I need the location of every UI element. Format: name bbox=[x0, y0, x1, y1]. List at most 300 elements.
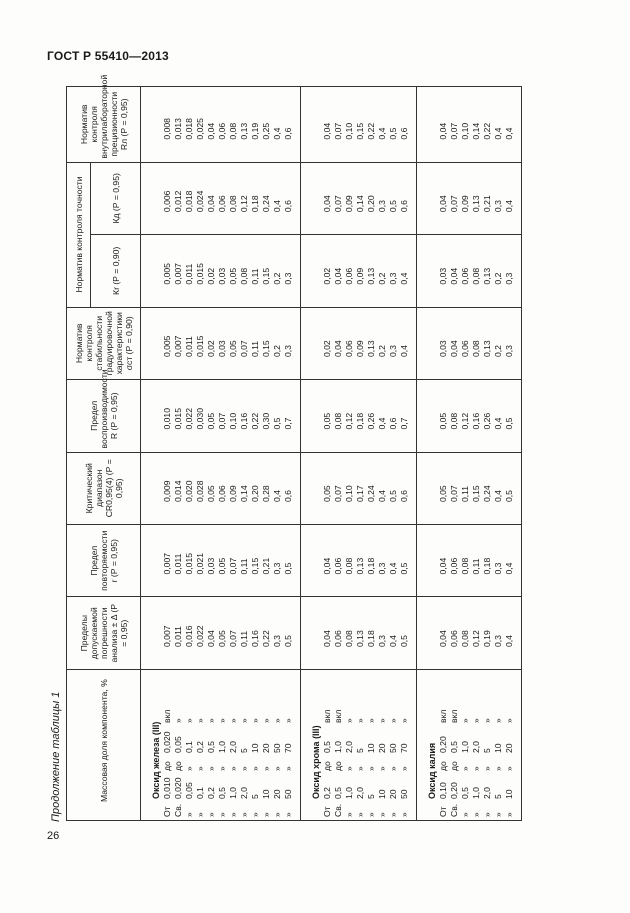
value: 0,22 bbox=[366, 122, 376, 140]
value: 0,3 bbox=[493, 562, 503, 575]
value: 0,07 bbox=[217, 412, 227, 430]
value: 0,04 bbox=[438, 557, 448, 575]
mass-range-line bbox=[239, 673, 250, 817]
header-stability: Норматив контроля стабильности градуировочной характеристики σст (Р = 0,90) bbox=[67, 307, 141, 379]
kd-cell bbox=[141, 162, 301, 235]
value: 0,08 bbox=[228, 195, 238, 213]
mass-range-line bbox=[493, 673, 504, 817]
range-part: 0,020 bbox=[162, 731, 172, 753]
repeat-cell bbox=[301, 525, 417, 597]
range-part: 0,5 bbox=[449, 741, 459, 753]
range-part: 0,5 bbox=[333, 787, 343, 799]
value: 0,13 bbox=[355, 557, 365, 575]
mass-fraction-cell bbox=[301, 669, 417, 820]
range-part: » bbox=[272, 812, 282, 817]
table-row bbox=[141, 87, 301, 821]
value: 0,020 bbox=[184, 480, 194, 503]
range-part: 20 bbox=[377, 743, 387, 753]
value: 0,2 bbox=[493, 272, 503, 285]
value: 0,06 bbox=[333, 557, 343, 575]
range-part: » bbox=[504, 812, 514, 817]
value: 0,09 bbox=[228, 485, 238, 503]
value: 0,30 bbox=[261, 412, 271, 430]
range-part: до bbox=[438, 761, 448, 771]
range-part: » bbox=[377, 718, 387, 723]
range-part: » bbox=[355, 812, 365, 817]
range-part: » bbox=[493, 812, 503, 817]
value: 0,04 bbox=[449, 340, 459, 358]
mass-range-line bbox=[460, 673, 471, 817]
value: 0,5 bbox=[504, 490, 514, 503]
value: 0,04 bbox=[449, 267, 459, 285]
value: 0,10 bbox=[228, 412, 238, 430]
value: 0,13 bbox=[366, 340, 376, 358]
value: 0,15 bbox=[250, 557, 260, 575]
repeat-cell bbox=[141, 525, 301, 597]
range-part: 2,0 bbox=[239, 787, 249, 799]
range-part: 0,5 bbox=[322, 741, 332, 753]
mass-range-line bbox=[184, 673, 195, 817]
value: 0,010 bbox=[162, 408, 172, 430]
mass-range-line bbox=[272, 673, 283, 817]
value: 0,005 bbox=[162, 263, 172, 285]
value: 0,06 bbox=[217, 122, 227, 140]
value: 0,10 bbox=[344, 485, 354, 503]
range-part: 50 bbox=[283, 789, 293, 799]
value: 0,022 bbox=[195, 625, 205, 647]
value: 0,05 bbox=[217, 557, 227, 575]
value: 0,02 bbox=[206, 340, 216, 358]
range-part: до bbox=[173, 761, 183, 771]
value: 0,7 bbox=[399, 417, 409, 430]
range-part: » bbox=[173, 718, 183, 723]
range-part: 0,1 bbox=[195, 787, 205, 799]
value: 0,6 bbox=[283, 127, 293, 140]
value: 0,05 bbox=[217, 630, 227, 647]
value: 0,3 bbox=[377, 562, 387, 575]
range-part: 10 bbox=[366, 743, 376, 753]
range-part: 2,0 bbox=[228, 741, 238, 753]
range-part: » bbox=[482, 718, 492, 723]
range-part: 2,0 bbox=[344, 741, 354, 753]
value: 0,25 bbox=[261, 122, 271, 140]
value: 0,02 bbox=[322, 267, 332, 285]
value: 0,26 bbox=[366, 412, 376, 430]
value: 0,2 bbox=[493, 345, 503, 358]
range-part: » bbox=[471, 812, 481, 817]
value: 0,13 bbox=[482, 267, 492, 285]
value: 0,14 bbox=[355, 195, 365, 213]
value: 0,08 bbox=[228, 122, 238, 140]
table-continuation-label: Продолжение таблицы 1 bbox=[50, 691, 62, 822]
mass-range-line bbox=[228, 673, 239, 817]
range-part: 70 bbox=[399, 743, 409, 753]
range-part: » bbox=[460, 766, 470, 771]
value: 0,6 bbox=[283, 490, 293, 503]
value: 0,04 bbox=[438, 195, 448, 213]
range-part: 70 bbox=[283, 743, 293, 753]
range-part: » bbox=[388, 812, 398, 817]
value: 0,26 bbox=[482, 412, 492, 430]
value: 0,3 bbox=[493, 200, 503, 213]
header-intralab: Норматив контроля внутрилабораторной прецизионности Rл (Р = 0,95) bbox=[67, 87, 141, 163]
range-part: » bbox=[366, 766, 376, 771]
range-part: вкл bbox=[322, 709, 332, 723]
header-repeatability: Предел повторяемости r (Р = 0,95) bbox=[67, 525, 141, 597]
stability-cell bbox=[417, 307, 522, 379]
range-part: » bbox=[493, 766, 503, 771]
value: 0,4 bbox=[272, 127, 282, 140]
range-part: » bbox=[471, 766, 481, 771]
value: 0,06 bbox=[460, 340, 470, 358]
range-part: 0,05 bbox=[173, 736, 183, 753]
range-part: 0,020 bbox=[173, 777, 183, 799]
range-part: » bbox=[184, 718, 194, 723]
value: 0,4 bbox=[504, 562, 514, 575]
value: 0,009 bbox=[162, 480, 172, 503]
range-part: 20 bbox=[504, 743, 514, 753]
mass-range-line bbox=[377, 673, 388, 817]
value: 0,22 bbox=[250, 412, 260, 430]
range-part: 1,0 bbox=[228, 787, 238, 799]
range-part: 0,2 bbox=[206, 787, 216, 799]
value: 0,24 bbox=[366, 485, 376, 503]
value: 0,3 bbox=[504, 345, 514, 358]
range-part: От bbox=[438, 806, 448, 817]
value: 0,03 bbox=[438, 340, 448, 358]
range-part: » bbox=[217, 766, 227, 771]
range-part: » bbox=[482, 812, 492, 817]
header-precision: Пределы допускаемой погрешности анализа ± Δ (Р = 0,95) bbox=[67, 597, 141, 669]
range-part: до bbox=[333, 761, 343, 771]
range-part: 0,5 bbox=[206, 741, 216, 753]
value: 0,030 bbox=[195, 408, 205, 430]
value: 0,4 bbox=[388, 562, 398, 575]
range-part: 20 bbox=[272, 789, 282, 799]
value: 0,008 bbox=[162, 118, 172, 140]
range-part: » bbox=[184, 766, 194, 771]
header-critical-range: Критический диапазон CR0,95(4) (Р = 0,95) bbox=[67, 452, 141, 524]
value: 0,006 bbox=[162, 190, 172, 213]
stability-cell bbox=[141, 307, 301, 379]
range-part: » bbox=[366, 718, 376, 723]
range-part: 0,2 bbox=[195, 741, 205, 753]
value: 0,011 bbox=[184, 336, 194, 358]
range-part: 20 bbox=[261, 743, 271, 753]
group-name: Оксид железа (III) bbox=[151, 721, 161, 799]
value: 0,11 bbox=[471, 558, 481, 575]
value: 0,12 bbox=[239, 195, 249, 213]
value: 0,05 bbox=[206, 485, 216, 503]
value: 0,05 bbox=[206, 412, 216, 430]
value: 0,03 bbox=[217, 267, 227, 285]
value: 0,12 bbox=[460, 412, 470, 430]
value: 0,07 bbox=[449, 485, 459, 503]
range-part: » bbox=[250, 718, 260, 723]
mass-fraction-cell bbox=[141, 669, 301, 820]
value: 0,09 bbox=[460, 195, 470, 213]
range-part: до bbox=[449, 761, 459, 771]
value: 0,04 bbox=[438, 122, 448, 140]
value: 0,6 bbox=[399, 127, 409, 140]
value: 0,4 bbox=[504, 635, 514, 647]
value: 0,15 bbox=[471, 485, 481, 503]
range-part: » bbox=[272, 718, 282, 723]
range-part: » bbox=[377, 812, 387, 817]
rotated-table-wrapper bbox=[66, 74, 583, 821]
intralab-cell bbox=[141, 87, 301, 163]
value: 0,24 bbox=[482, 485, 492, 503]
value: 0,14 bbox=[239, 485, 249, 503]
value: 0,4 bbox=[399, 345, 409, 358]
range-part: » bbox=[261, 718, 271, 723]
range-part: 0,20 bbox=[449, 782, 459, 799]
value: 0,04 bbox=[206, 195, 216, 213]
header-accuracy-group: Норматив контроля точности bbox=[67, 162, 91, 307]
value: 0,04 bbox=[206, 630, 216, 647]
mass-range-line bbox=[261, 673, 272, 817]
document-title: ГОСТ Р 55410—2013 bbox=[47, 49, 169, 63]
value: 0,011 bbox=[184, 263, 194, 285]
value: 0,5 bbox=[283, 562, 293, 575]
header-kd: Кд (Р = 0,95) bbox=[91, 162, 141, 235]
range-part: Св. bbox=[333, 803, 343, 817]
mass-range-line bbox=[195, 673, 206, 817]
range-part: » bbox=[228, 766, 238, 771]
mass-range-line bbox=[504, 673, 515, 817]
range-part: » bbox=[272, 766, 282, 771]
value: 0,04 bbox=[322, 630, 332, 647]
value: 0,04 bbox=[322, 122, 332, 140]
range-part: » bbox=[217, 812, 227, 817]
range-part: » bbox=[239, 718, 249, 723]
range-part: вкл bbox=[333, 709, 343, 723]
range-part: 2,0 bbox=[482, 787, 492, 799]
value: 0,17 bbox=[355, 485, 365, 503]
range-part: Св. bbox=[173, 803, 183, 817]
value: 0,08 bbox=[333, 412, 343, 430]
value: 0,20 bbox=[366, 195, 376, 213]
value: 0,28 bbox=[261, 485, 271, 503]
value: 0,011 bbox=[173, 553, 183, 575]
group-name: Оксид калия bbox=[427, 742, 437, 799]
value: 0,5 bbox=[283, 635, 293, 647]
range-part: От bbox=[322, 806, 332, 817]
value: 0,05 bbox=[438, 412, 448, 430]
value: 0,21 bbox=[261, 557, 271, 575]
range-part: » bbox=[399, 766, 409, 771]
value: 0,10 bbox=[344, 122, 354, 140]
header-mass-fraction: Массовая доля компонента, % bbox=[67, 669, 141, 820]
range-part: » bbox=[283, 812, 293, 817]
value: 0,04 bbox=[333, 267, 343, 285]
table-row bbox=[417, 87, 522, 821]
value: 0,04 bbox=[322, 557, 332, 575]
value: 0,4 bbox=[493, 490, 503, 503]
range-part: » bbox=[228, 718, 238, 723]
value: 0,13 bbox=[239, 122, 249, 140]
range-part: » bbox=[228, 812, 238, 817]
kr-cell bbox=[141, 235, 301, 307]
value: 0,05 bbox=[322, 412, 332, 430]
range-part: » bbox=[261, 766, 271, 771]
value: 0,3 bbox=[283, 272, 293, 285]
range-part: 10 bbox=[261, 789, 271, 799]
value: 0,07 bbox=[449, 122, 459, 140]
value: 0,5 bbox=[399, 635, 409, 647]
range-part: 1,0 bbox=[471, 787, 481, 799]
range-part: » bbox=[195, 718, 205, 723]
value: 0,028 bbox=[195, 480, 205, 503]
data-table bbox=[66, 74, 522, 821]
mass-range-line bbox=[206, 673, 217, 817]
value: 0,005 bbox=[162, 335, 172, 358]
value: 0,6 bbox=[283, 200, 293, 213]
value: 0,06 bbox=[449, 557, 459, 575]
value: 0,4 bbox=[377, 490, 387, 503]
precision-cell bbox=[141, 597, 301, 669]
value: 0,03 bbox=[438, 267, 448, 285]
mass-range-line bbox=[250, 673, 261, 817]
mass-range-line bbox=[482, 673, 493, 817]
value: 0,3 bbox=[272, 635, 282, 647]
range-part: 0,20 bbox=[438, 736, 448, 753]
range-part: » bbox=[388, 766, 398, 771]
value: 0,09 bbox=[344, 195, 354, 213]
range-part: 10 bbox=[250, 743, 260, 753]
reproduce-cell bbox=[301, 380, 417, 452]
range-part: 2,0 bbox=[471, 741, 481, 753]
value: 0,08 bbox=[471, 267, 481, 285]
range-part: 5 bbox=[366, 794, 376, 799]
value: 0,15 bbox=[261, 267, 271, 285]
range-part: 5 bbox=[493, 794, 503, 799]
value: 0,4 bbox=[493, 127, 503, 140]
value: 0,13 bbox=[366, 267, 376, 285]
range-part: 50 bbox=[272, 743, 282, 753]
value: 0,011 bbox=[173, 626, 183, 647]
value: 0,06 bbox=[344, 340, 354, 358]
value: 0,04 bbox=[206, 122, 216, 140]
range-part: 0,2 bbox=[322, 787, 332, 799]
range-part: От bbox=[162, 806, 172, 817]
value: 0,4 bbox=[388, 635, 398, 647]
mass-range-line bbox=[217, 673, 228, 817]
value: 0,025 bbox=[195, 118, 205, 140]
value: 0,09 bbox=[355, 340, 365, 358]
value: 0,014 bbox=[173, 480, 183, 503]
range-part: вкл bbox=[438, 709, 448, 723]
mass-range-line bbox=[449, 673, 460, 817]
value: 0,06 bbox=[333, 630, 343, 647]
value: 0,3 bbox=[272, 562, 282, 575]
value: 0,15 bbox=[355, 122, 365, 140]
value: 0,07 bbox=[449, 195, 459, 213]
mass-range-line bbox=[355, 673, 366, 817]
mass-range-line bbox=[438, 673, 449, 817]
value: 0,11 bbox=[239, 558, 249, 575]
value: 0,7 bbox=[283, 417, 293, 430]
value: 0,06 bbox=[344, 267, 354, 285]
range-part: 0,5 bbox=[460, 787, 470, 799]
value: 0,015 bbox=[195, 335, 205, 358]
kd-cell bbox=[301, 162, 417, 235]
range-part: » bbox=[504, 766, 514, 771]
value: 0,4 bbox=[504, 127, 514, 140]
kd-cell bbox=[417, 162, 522, 235]
value: 0,18 bbox=[250, 195, 260, 213]
mass-range-line bbox=[333, 673, 344, 817]
value: 0,09 bbox=[355, 267, 365, 285]
value: 0,013 bbox=[173, 118, 183, 140]
value: 0,06 bbox=[460, 267, 470, 285]
value: 0,3 bbox=[283, 345, 293, 358]
value: 0,24 bbox=[261, 195, 271, 213]
value: 0,007 bbox=[173, 335, 183, 358]
value: 0,12 bbox=[344, 412, 354, 430]
range-part: » bbox=[460, 718, 470, 723]
kr-cell bbox=[301, 235, 417, 307]
value: 0,007 bbox=[162, 552, 172, 575]
range-part: до bbox=[162, 761, 172, 771]
range-part: » bbox=[504, 718, 514, 723]
range-part: » bbox=[344, 766, 354, 771]
value: 0,016 bbox=[184, 625, 194, 647]
mass-range-line bbox=[173, 673, 184, 817]
value: 0,07 bbox=[333, 485, 343, 503]
mass-fraction-cell bbox=[417, 669, 522, 820]
precision-cell bbox=[301, 597, 417, 669]
value: 0,16 bbox=[239, 412, 249, 430]
value: 0,4 bbox=[272, 200, 282, 213]
reproduce-cell bbox=[417, 380, 522, 452]
value: 0,06 bbox=[217, 485, 227, 503]
value: 0,2 bbox=[377, 272, 387, 285]
value: 0,13 bbox=[355, 630, 365, 647]
repeat-cell bbox=[417, 525, 522, 597]
value: 0,3 bbox=[388, 272, 398, 285]
value: 0,3 bbox=[377, 635, 387, 647]
value: 0,07 bbox=[333, 195, 343, 213]
range-part: » bbox=[195, 766, 205, 771]
range-part: » bbox=[399, 718, 409, 723]
value: 0,3 bbox=[493, 635, 503, 647]
value: 0,5 bbox=[399, 562, 409, 575]
value: 0,16 bbox=[471, 412, 481, 430]
value: 0,03 bbox=[217, 340, 227, 358]
value: 0,11 bbox=[250, 268, 260, 285]
value: 0,04 bbox=[333, 340, 343, 358]
value: 0,6 bbox=[388, 417, 398, 430]
value: 0,08 bbox=[460, 630, 470, 647]
critical-cell bbox=[301, 452, 417, 524]
value: 0,08 bbox=[344, 557, 354, 575]
value: 0,6 bbox=[399, 200, 409, 213]
critical-cell bbox=[417, 452, 522, 524]
value: 0,08 bbox=[460, 557, 470, 575]
range-part: » bbox=[283, 718, 293, 723]
value: 0,07 bbox=[333, 122, 343, 140]
range-part: » bbox=[344, 812, 354, 817]
value: 0,06 bbox=[217, 195, 227, 213]
value: 0,4 bbox=[377, 127, 387, 140]
value: 0,15 bbox=[261, 340, 271, 358]
group-name: Оксид хрома (III) bbox=[311, 725, 321, 799]
value: 0,3 bbox=[388, 345, 398, 358]
range-part: » bbox=[239, 812, 249, 817]
table-body bbox=[141, 87, 522, 821]
range-part: » bbox=[184, 812, 194, 817]
